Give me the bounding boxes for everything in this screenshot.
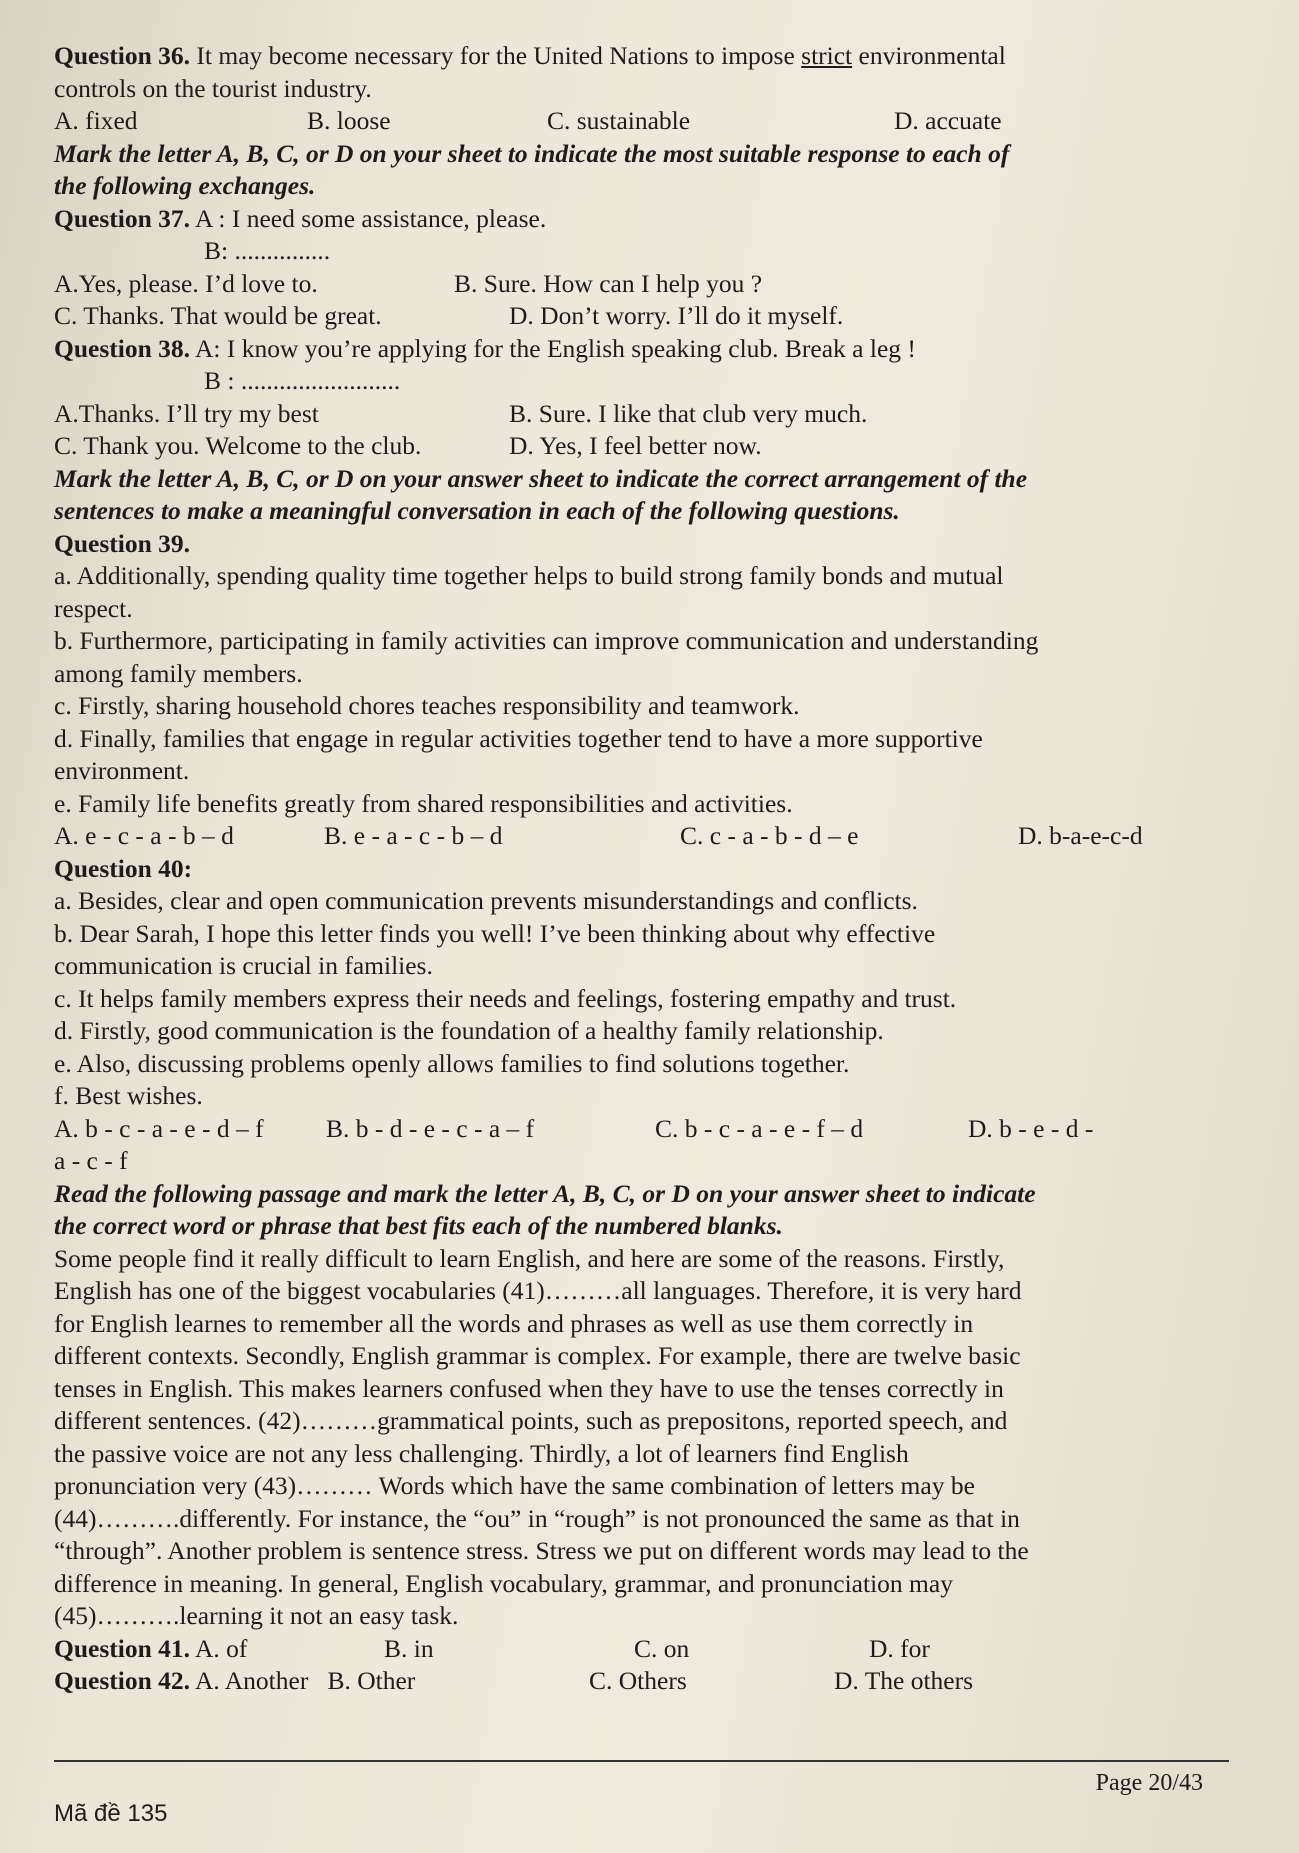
q40-label: Question 40: [54, 853, 193, 883]
instruction-exchanges-line2: the following exchanges. [54, 171, 316, 200]
page-number: Page 20/43 [1095, 1770, 1203, 1796]
footer-divider [54, 1760, 1229, 1762]
passage-line: (45)……….learning it not an easy task. [54, 1601, 459, 1630]
q41-label: Question 41. [54, 1633, 191, 1663]
q41-option-b[interactable]: B. in [384, 1633, 434, 1663]
q36-option-b[interactable]: B. loose [307, 106, 391, 135]
q39-option-c[interactable]: C. c - a - b - d – e [680, 821, 859, 850]
q40-option-a[interactable]: A. b - c - a - e - d – f [54, 1113, 264, 1143]
q36-text-part1: It may become necessary for the United Nations to impose [190, 41, 802, 70]
q39-sentence-line: among family members. [54, 658, 303, 688]
q40-option-d[interactable]: D. b - e - d - [968, 1113, 1094, 1143]
passage-line: different sentences. (42)………grammatical points, such as prepositons, reported speech, and [54, 1406, 1008, 1435]
q39-sentence-line: environment. [54, 756, 190, 785]
q36-option-d[interactable]: D. accuate [894, 106, 1002, 135]
q37-option-b[interactable]: B. Sure. How can I help you ? [454, 268, 763, 298]
passage-line: difference in meaning. In general, English vocabulary, grammar, and pronunciation may [54, 1568, 953, 1598]
q38-options-row2 [54, 430, 1253, 463]
q40-sentence-line: f. Best wishes. [54, 1081, 203, 1110]
q38-option-d[interactable]: D. Yes, I feel better now. [509, 431, 762, 460]
q37-option-c[interactable]: C. Thanks. That would be great. [54, 301, 382, 330]
q39-label: Question 39. [54, 528, 191, 558]
q40-sentence-line: e. Also, discussing problems openly allows families to find solutions together. [54, 1048, 850, 1078]
passage-line: English has one of the biggest vocabularies (41)………all languages. Therefore, it is very hard [54, 1276, 1022, 1305]
q39-sentence-line: e. Family life benefits greatly from shared responsibilities and activities. [54, 788, 793, 818]
q40-option-d-continued: a - c - f [54, 1146, 128, 1175]
passage-line: different contexts. Secondly, English grammar is complex. For example, there are twelve basic [54, 1341, 1021, 1370]
q42-option-b[interactable]: B. Other [327, 1666, 416, 1695]
q36-stem-line1 [54, 40, 1253, 73]
q39-sentence-line: d. Finally, families that engage in regular activities together tend to have a more supportive [54, 723, 983, 753]
passage-line: “through”. Another problem is sentence stress. Stress we put on different words may lead to the [54, 1536, 1029, 1565]
q39-sentence-line: respect. [54, 593, 133, 623]
q36-option-c[interactable]: C. sustainable [547, 106, 691, 135]
q37-label: Question 37. [54, 203, 191, 233]
q42-option-c[interactable]: C. Others [589, 1666, 687, 1695]
q41-option-c[interactable]: C. on [634, 1633, 690, 1663]
q36-underlined-word: strict [801, 41, 853, 70]
q41-option-a[interactable]: A. of [195, 1633, 248, 1663]
passage-line: the passive voice are not any less challenging. Thirdly, a lot of learners find English [54, 1438, 909, 1468]
q41-row [54, 1633, 1253, 1666]
passage-line: pronunciation very (43)……… Words which have the same combination of letters may be [54, 1471, 975, 1500]
instruction-passage-line1: Read the following passage and mark the letter A, B, C, or D on your answer sheet to indicate [54, 1178, 1036, 1208]
q40-options [54, 1113, 1253, 1146]
passage-line: for English learnes to remember all the words and phrases as well as use them correctly in [54, 1308, 974, 1338]
q40-option-b[interactable]: B. b - d - e - c - a – f [326, 1113, 535, 1143]
exam-code: Mã đề 135 [54, 1800, 168, 1827]
q36-label: Question 36. [54, 41, 191, 70]
q40-sentence-line: b. Dear Sarah, I hope this letter finds you well! I’ve been thinking about why effective [54, 918, 936, 948]
passage-line: tenses in English. This makes learners confused when they have to use the tenses correctly in [54, 1373, 1004, 1403]
q40-sentence-line: d. Firstly, good communication is the foundation of a healthy family relationship. [54, 1016, 884, 1045]
q38-prompt-text: A: I know you’re applying for the English speaking club. Break a leg ! [190, 333, 916, 363]
q36-text-part2: environmental [852, 41, 1006, 70]
q39-option-d[interactable]: D. b-a-e-c-d [1018, 821, 1143, 850]
q37-prompt-text: A : I need some assistance, please. [190, 203, 547, 233]
q42-label: Question 42. [54, 1666, 191, 1695]
q36-stem-line2: controls on the tourist industry. [54, 73, 372, 103]
q40-sentence-line: c. It helps family members express their needs and feelings, fostering empathy and trust. [54, 983, 957, 1013]
q39-option-a[interactable]: A. e - c - a - b – d [54, 821, 234, 850]
q42-option-d[interactable]: D. The others [834, 1666, 974, 1695]
q39-sentence-line: c. Firstly, sharing household chores teaches responsibility and teamwork. [54, 691, 800, 720]
q40-option-c[interactable]: C. b - c - a - e - f – d [655, 1113, 864, 1143]
q39-option-b[interactable]: B. e - a - c - b – d [324, 821, 503, 850]
q36-options [54, 105, 1253, 138]
q37-prompt [54, 203, 1253, 236]
q41-option-d[interactable]: D. for [869, 1633, 930, 1663]
q38-option-b[interactable]: B. Sure. I like that club very much. [509, 398, 868, 428]
q38-label: Question 38. [54, 333, 191, 363]
instruction-arrangement-line1: Mark the letter A, B, C, or D on your answer sheet to indicate the correct arrangement of the [54, 463, 1028, 493]
q37-option-a[interactable]: A.Yes, please. I’d love to. [54, 268, 318, 298]
q37-option-d[interactable]: D. Don’t worry. I’ll do it myself. [509, 301, 844, 330]
q40-sentence-line: communication is crucial in families. [54, 951, 433, 980]
instruction-exchanges-line1: Mark the letter A, B, C, or D on your sheet to indicate the most suitable response to each of [54, 138, 1010, 168]
q39-sentence-line: a. Additionally, spending quality time together helps to build strong family bonds and mutual [54, 561, 1004, 590]
q36-option-a[interactable]: A. fixed [54, 106, 138, 135]
q40-sentence-line: a. Besides, clear and open communication prevents misunderstandings and conflicts. [54, 886, 918, 915]
q38-blank: B : ......................... [204, 366, 401, 395]
q38-option-a[interactable]: A.Thanks. I’ll try my best [54, 398, 319, 428]
q39-options [54, 820, 1253, 853]
q37-blank: B: ............... [204, 236, 331, 265]
q42-option-a[interactable]: A. Another [195, 1666, 309, 1695]
passage-line: (44)……….differently. For instance, the “ou” in “rough” is not pronounced the same as that in [54, 1503, 1020, 1533]
q38-options-row1 [54, 398, 1253, 431]
q37-options-row1 [54, 268, 1253, 301]
q39-sentence-line: b. Furthermore, participating in family activities can improve communication and understanding [54, 626, 1039, 655]
q42-row [54, 1665, 1253, 1698]
q38-prompt [54, 333, 1253, 366]
q37-options-row2 [54, 300, 1253, 333]
passage-line: Some people find it really difficult to learn English, and here are some of the reasons. Firstly, [54, 1243, 1005, 1273]
instruction-arrangement-line2: sentences to make a meaningful conversation in each of the following questions. [54, 496, 900, 525]
q38-option-c[interactable]: C. Thank you. Welcome to the club. [54, 431, 422, 460]
instruction-passage-line2: the correct word or phrase that best fits each of the numbered blanks. [54, 1211, 783, 1240]
